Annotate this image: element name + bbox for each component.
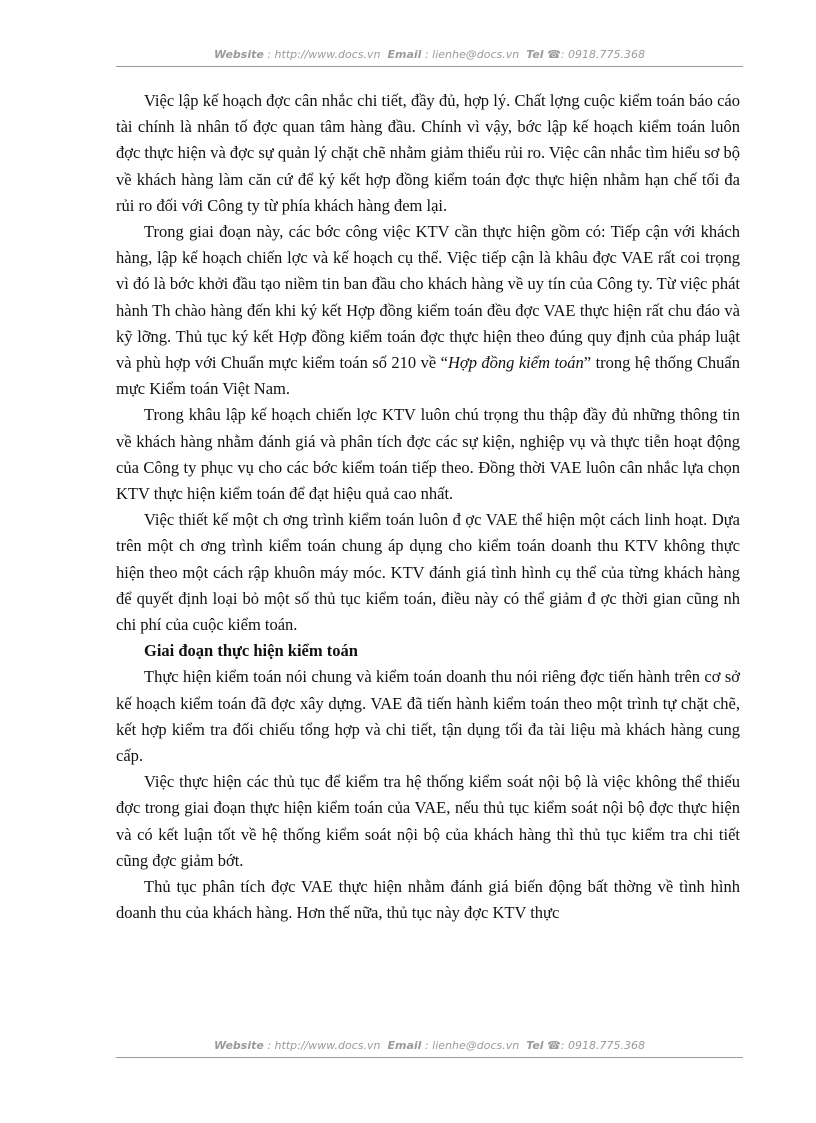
section-heading: Giai đoạn thực hiện kiểm toán — [144, 641, 358, 661]
paragraph-1: Việc lập kế hoạch đợc cân nhắc chi tiết, đầy đủ, hợp lý. Chất lợng cuộc kiểm toán báo cáo tài chính là nhân tố đợc quan tâm hàng đầu. Chính vì vậy, bớc lập kế hoạch kiểm toán luôn đợc thực hiện và đợc sự quản lý chặt chẽ nhằm giảm thiểu rủi ro. Việc cân nhắc tìm hiểu sơ bộ về khách hàng làm căn cứ để ký kết hợp đồng kiểm toán đợc thực hiện nhằm hạn chế tối đa rủi ro đối với Công ty từ phía khách hàng đem lại. — [116, 91, 740, 215]
header-website-label: Website — [214, 48, 264, 61]
document-body — [116, 88, 740, 927]
footer-tel-value: ☎: 0918.775.368 — [547, 1039, 645, 1052]
paragraph-3: Trong khâu lập kế hoạch chiến lợc KTV luôn chú trọng thu thập đầy đủ những thông tin về khách hàng nhằm đánh giá và phân tích đợc các sự kiện, nghiệp vụ và thực tiễn hoạt động của Công ty phục vụ cho các bớc kiểm toán tiếp theo. Đồng thời VAE luôn cân nhắc lựa chọn KTV thực hiện kiểm toán để đạt hiệu quả cao nhất. — [116, 405, 740, 504]
header-tel-value: ☎: 0918.775.368 — [547, 48, 645, 61]
header-tel-label: Tel — [526, 48, 544, 61]
footer-tel-label: Tel — [526, 1039, 544, 1052]
paragraph-4: Việc thiết kế một ch ơng trình kiểm toán luôn đ ợc VAE thể hiện một cách linh hoạt. Dựa trên một ch ơng trình kiểm toán chung áp dụng cho kiểm toán doanh thu KTV không thực hiện theo một cách rập khuôn máy móc. KTV đánh giá tình hình cụ thể của từng khách hàng để quyết định loại bỏ một số thủ tục kiểm toán, điều này có thể giảm đ ợc thời gian cũng nh chi phí của cuộc kiểm toán. — [116, 510, 740, 635]
header-email-label: Email — [387, 48, 422, 61]
header-email-value: : lienhe@docs.vn — [424, 48, 520, 61]
paragraph-2 — [116, 219, 740, 402]
paragraph-2-end: ” trong hệ thống Chuẩn mực Kiểm toán Việt Nam. — [116, 353, 740, 399]
paragraph-7: Thủ tục phân tích đợc VAE thực hiện nhằm đánh giá biến động bất thờng về tình hình doanh thu của khách hàng. Hơn thế nữa, thủ tục này đợc KTV thực — [116, 877, 740, 923]
page-header — [116, 48, 743, 67]
footer-email-label: Email — [387, 1039, 422, 1052]
paragraph-2-italic-title: Hợp đồng kiểm toán — [447, 353, 584, 373]
footer-website-value: : http://www.docs.vn — [267, 1039, 381, 1052]
paragraph-6: Việc thực hiện các thủ tục để kiểm tra hệ thống kiểm soát nội bộ là việc không thể thiếu đợc trong giai đoạn thực hiện kiểm toán của VAE, nếu thủ tục kiểm soát nội bộ đợc thực hiện và có kết luận tốt về hệ thống kiểm soát nội bộ của khách hàng thì thủ tục kiểm tra chi tiết cũng đợc giảm bớt. — [116, 772, 740, 870]
footer-website-label: Website — [214, 1039, 264, 1052]
page-footer — [116, 1039, 743, 1058]
header-website-value: : http://www.docs.vn — [267, 48, 381, 61]
paragraph-2-text: Trong giai đoạn này, các bớc công việc KTV cần thực hiện gồm có: Tiếp cận với khách hàng, lập kế hoạch chiến lợc và kế hoạch cụ thể. Việc tiếp cận là khâu đợc VAE rất coi trọng vì đó là bớc khởi đầu tạo niềm tin ban đầu cho khách hàng về uy tín của Công ty. Từ việc phát hành Th chào hàng đến khi ký kết Hợp đồng kiểm toán đều đợc VAE thực hiện rất chu đáo và kỹ lỡng. Thủ tục ký kết Hợp đồng kiểm toán đợc thực hiện theo đúng quy định của pháp luật và phù hợp với Chuẩn mực kiểm toán số 210 về “ — [116, 222, 740, 373]
footer-email-value: : lienhe@docs.vn — [424, 1039, 520, 1052]
paragraph-5: Thực hiện kiểm toán nói chung và kiểm toán doanh thu nói riêng đợc tiến hành trên cơ sở kế hoạch kiểm toán đã đợc xây dựng. VAE đã tiến hành kiểm toán theo một trình tự chặt chẽ, kết hợp kiểm tra đối chiếu tổng hợp và chi tiết, tận dụng tối đa tài liệu mà khách hàng cung cấp. — [116, 667, 740, 766]
